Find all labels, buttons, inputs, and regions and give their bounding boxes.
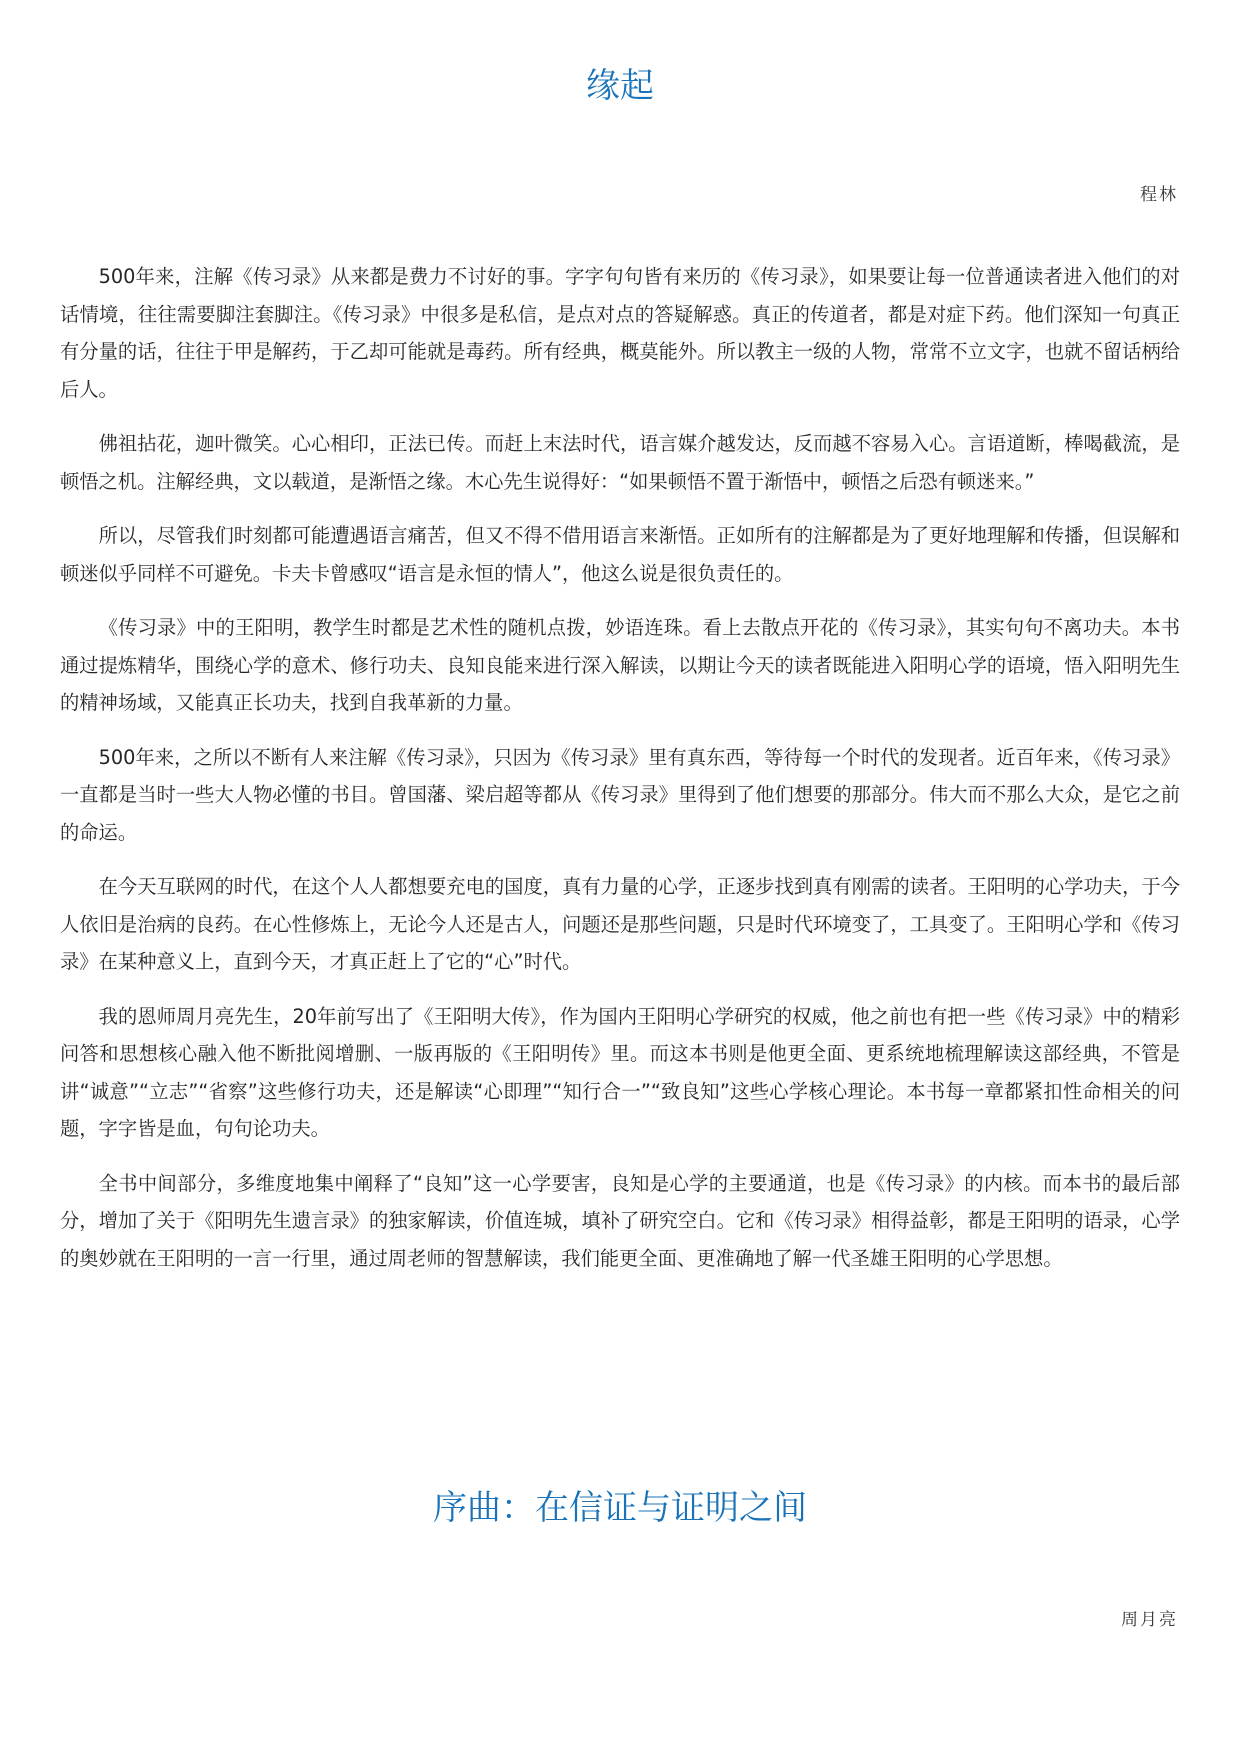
section-title-origin: 缘起 (586, 66, 654, 106)
author-name-zhouyueliang: 周月亮 (1121, 1610, 1178, 1630)
section-title-prelude: 序曲：在信证与证明之间 (433, 1488, 807, 1528)
paragraph-3: 所以，尽管我们时刻都可能遭遇语言痛苦，但又不得不借用语言来渐悟。正如所有的注解都是为了更好地理解和传播，但误解和顿迷似乎同样不可避免。卡夫卡曾感叹“语言是永恒的情人”，他这么说是很负责任的。 (60, 524, 1180, 585)
author-name-chenglin: 程林 (1140, 185, 1178, 205)
paragraph-5: 500年来，之所以不断有人来注解《传习录》，只因为《传习录》里有真东西，等待每一个时代的发现者。近百年来，《传习录》一直都是当时一些大人物必懂的书目。曾国藩、梁启超等都从《传习录》里得到了他们想要的那部分。伟大而不那么大众，是它之前的命运。 (60, 745, 1180, 844)
paragraph-1: 500年来，注解《传习录》从来都是费力不讨好的事。字字句句皆有来历的《传习录》，如果要让每一位普通读者进入他们的对话情境，往往需要脚注套脚注。《传习录》中很多是私信，是点对点的答疑解惑。真正的传道者，都是对症下药。他们深知一句真正有分量的话，往往于甲是解药，于乙却可能就是毒药。所有经典，概莫能外。所以教主一级的人物，常常不立文字，也就不留话柄给后人。 (60, 265, 1180, 401)
paragraph-7: 我的恩师周月亮先生，20年前写出了《王阳明大传》，作为国内王阳明心学研究的权威，他之前也有把一些《传习录》中的精彩问答和思想核心融入他不断批阅增删、一版再版的《王阳明传》里。而这本书则是他更全面、更系统地梳理解读这部经典，不管是讲“诚意”“立志”“省察”这些修行功夫，还是解读“心即理”“知行合一”“致良知”这些心学核心理论。本书每一章都紧扣性命相关的问题，字字皆是血，句句论功夫。 (60, 1004, 1180, 1140)
paragraph-8: 全书中间部分，多维度地集中阐释了“良知”这一心学要害，良知是心学的主要通道，也是《传习录》的内核。而本书的最后部分，增加了关于《阳明先生遗言录》的独家解读，价值连城，填补了研究空白。它和《传习录》相得益彰，都是王阳明的语录，心学的奥妙就在王阳明的一言一行里，通过周老师的智慧解读，我们能更全面、更准确地了解一代圣雄王阳明的心学思想。 (60, 1171, 1180, 1270)
paragraph-6: 在今天互联网的时代，在这个人人都想要充电的国度，真有力量的心学，正逐步找到真有刚需的读者。王阳明的心学功夫，于今人依旧是治病的良药。在心性修炼上，无论今人还是古人，问题还是那些问题，只是时代环境变了，工具变了。王阳明心学和《传习录》在某种意义上，直到今天，才真正赶上了它的“心”时代。 (60, 875, 1180, 973)
preface-body (60, 258, 1180, 1294)
paragraph-4: 《传习录》中的王阳明，教学生时都是艺术性的随机点拨，妙语连珠。看上去散点开花的《传习录》，其实句句不离功夫。本书通过提炼精华，围绕心学的意术、修行功夫、良知良能来进行深入解读，以期让今天的读者既能进入阳明心学的语境，悟入阳明先生的精神场域，又能真正长功夫，找到自我革新的力量。 (60, 616, 1180, 714)
paragraph-2: 佛祖拈花，迦叶微笑。心心相印，正法已传。而赶上末法时代，语言媒介越发达，反而越不容易入心。言语道断，棒喝截流，是顿悟之机。注解经典，文以载道，是渐悟之缘。木心先生说得好：“如果顿悟不置于渐悟中，顿悟之后恐有顿迷来。” (60, 432, 1180, 493)
